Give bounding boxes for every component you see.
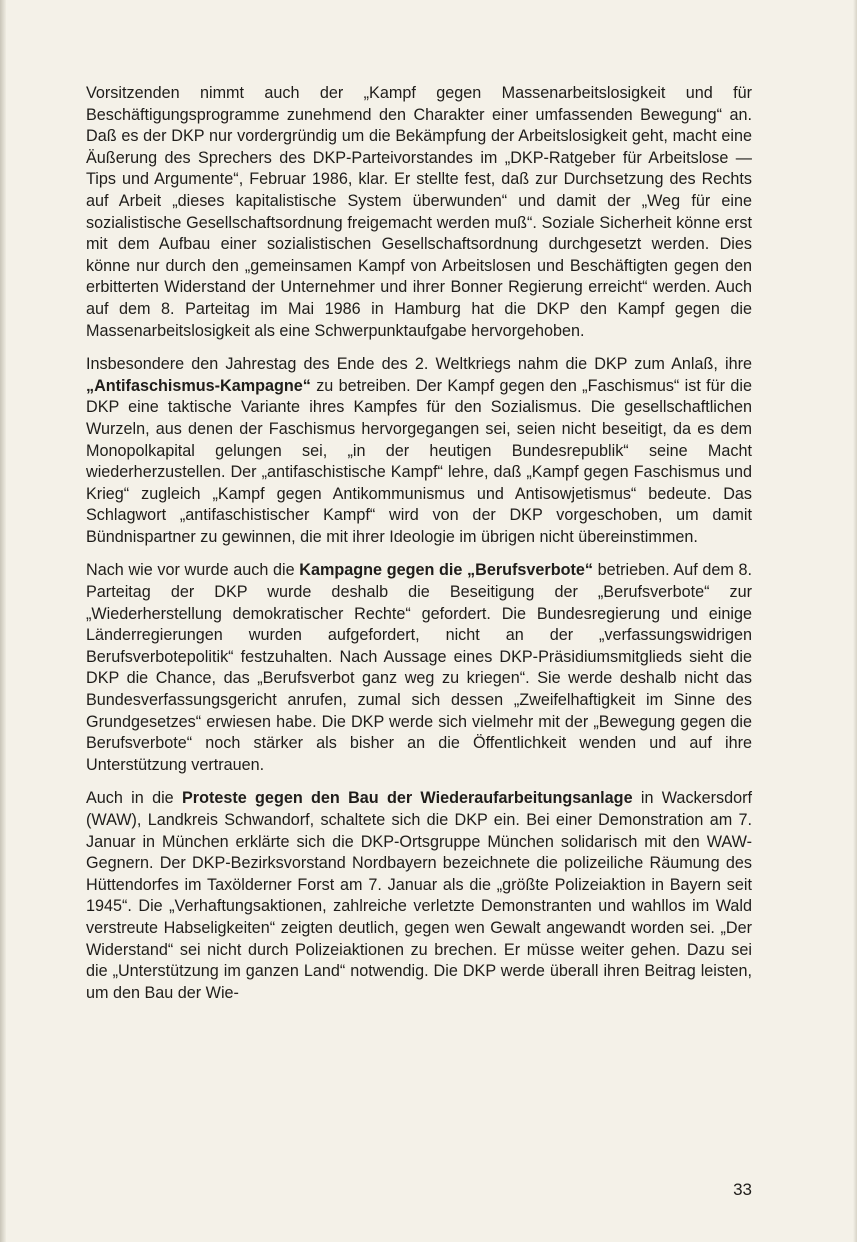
text-segment: betrieben. Auf dem 8. Parteitag der DKP wurde deshalb die Beseitigung der „Berufsverbote“ zur „Wiederherstellung demokratischer Rechte“ gefordert. Die Bundesregierung und einige Länderregierungen wurden aufgefordert, nicht an der „verfassungswidrigen Berufsverbotepolitik“ festzuhalten. Nach Aussage eines DKP-Präsidiumsmitglieds sieht die DKP die Chance, das „Berufsverbot ganz weg zu kriegen“. Sie werde deshalb nicht das Bundesverfassungsgericht anrufen, zumal sich dessen „Zweifelhaftigkeit im Sinne des Grundgesetzes“ erwiesen habe. Die DKP werde sich vielmehr mit der „Bewegung gegen die Berufsverbote“ noch stärker als bisher an die Öffentlichkeit wenden und auf ihre Unterstützung vertrauen. <box>86 561 753 774</box>
text-segment: Auch in die <box>86 789 182 808</box>
text-segment: Vorsitzenden nimmt auch der „Kampf gegen Massenarbeitslosigkeit und für Beschäftigungsprogramme zunehmend den Charakter einer umfassenden Bewegung“ an. Daß es der DKP nur vordergründig um die Bekämpfung der Arbeitslosigkeit geht, macht eine Äußerung des Sprechers des DKP-Parteivorstandes im „DKP-Ratgeber für Arbeitslose — Tips und Argumente“, Februar 1986, klar. Er stellte fest, daß zur Durchsetzung des Rechts auf Arbeit „dieses kapitalistische System überwunden“ und damit der „Weg für eine sozialistische Gesellschaftsordnung freigemacht werden muß“. Soziale Sicherheit könne erst mit dem Aufbau einer sozialistischen Gesellschaftsordnung durchgesetzt werden. Dies könne nur durch den „gemeinsamen Kampf von Arbeitslosen und Beschäftigten gegen den erbitterten Widerstand der Unternehmer und ihrer Bonner Regierung erreicht“ werden. Auch auf dem 8. Parteitag im Mai 1986 in Hamburg hat die DKP den Kampf gegen die Massenarbeitslosigkeit als eine Schwerpunktaufgabe hervorgehoben. <box>86 84 752 340</box>
paragraph <box>86 354 752 548</box>
bold-term: Kampagne gegen die „Berufsverbote“ <box>299 561 593 580</box>
paragraph <box>86 788 752 1004</box>
page-number: 33 <box>733 1180 752 1199</box>
bold-term: „Antifaschismus-Kampagne“ <box>86 376 311 395</box>
paragraph <box>86 560 752 776</box>
bold-term: Proteste gegen den Bau der Wiederaufarbeitungsanlage <box>181 789 633 808</box>
page-binding-edge <box>0 0 6 1242</box>
text-segment: Insbesondere den Jahrestag des Ende des 2. Weltkriegs nahm die DKP zum Anlaß, ihre <box>86 355 752 374</box>
text-segment: in Wackersdorf (WAW), Landkreis Schwandorf, schaltete sich die DKP ein. Bei einer Demonstration am 7. Januar in München erklärte sich die DKP-Ortsgruppe München solidarisch mit den WAW-Gegnern. Der DKP-Bezirksvorstand Nordbayern bezeichnete die polizeiliche Räumung des Hüttendorfes im Taxölderner Forst am 7. Januar als die „größte Polizeiaktion in Bayern seit 1945“. Die „Verhaftungsaktionen, zahlreiche verletzte Demonstranten und wahllos im Wald verstreute Habseligkeiten“ zeigten deutlich, gegen wen Gewalt angewandt worden sei. „Der Widerstand“ sei nicht durch Polizeiaktionen zu brechen. Er müsse weiter gehen. Dazu sei die „Unterstützung im ganzen Land“ notwendig. Die DKP werde überall ihren Beitrag leisten, um den Bau der Wie- <box>86 789 753 1002</box>
page-right-edge <box>853 0 857 1242</box>
text-segment: Nach wie vor wurde auch die <box>86 561 300 580</box>
text-segment: zu betreiben. Der Kampf gegen den „Faschismus“ ist für die DKP eine taktische Variante ihres Kampfes für den Sozialismus. Die gesellschaftlichen Wurzeln, aus denen der Faschismus hervorgegangen sei, seien nicht beseitigt, da es dem Monopolkapital gelungen sei, „in der heutigen Bundesrepublik“ seine Macht wiederherzustellen. Der „antifaschistische Kampf“ lehre, daß „Kampf gegen Faschismus und Krieg“ zugleich „Kampf gegen Antikommunismus und Antisowjetismus“ bedeute. Das Schlagwort „antifaschistischer Kampf“ wird von der DKP vorgeschoben, um damit Bündnispartner zu gewinnen, die mit ihrer Ideologie im übrigen nicht übereinstimmen. <box>86 376 752 546</box>
paragraph <box>86 83 752 342</box>
document-body <box>86 83 752 1016</box>
